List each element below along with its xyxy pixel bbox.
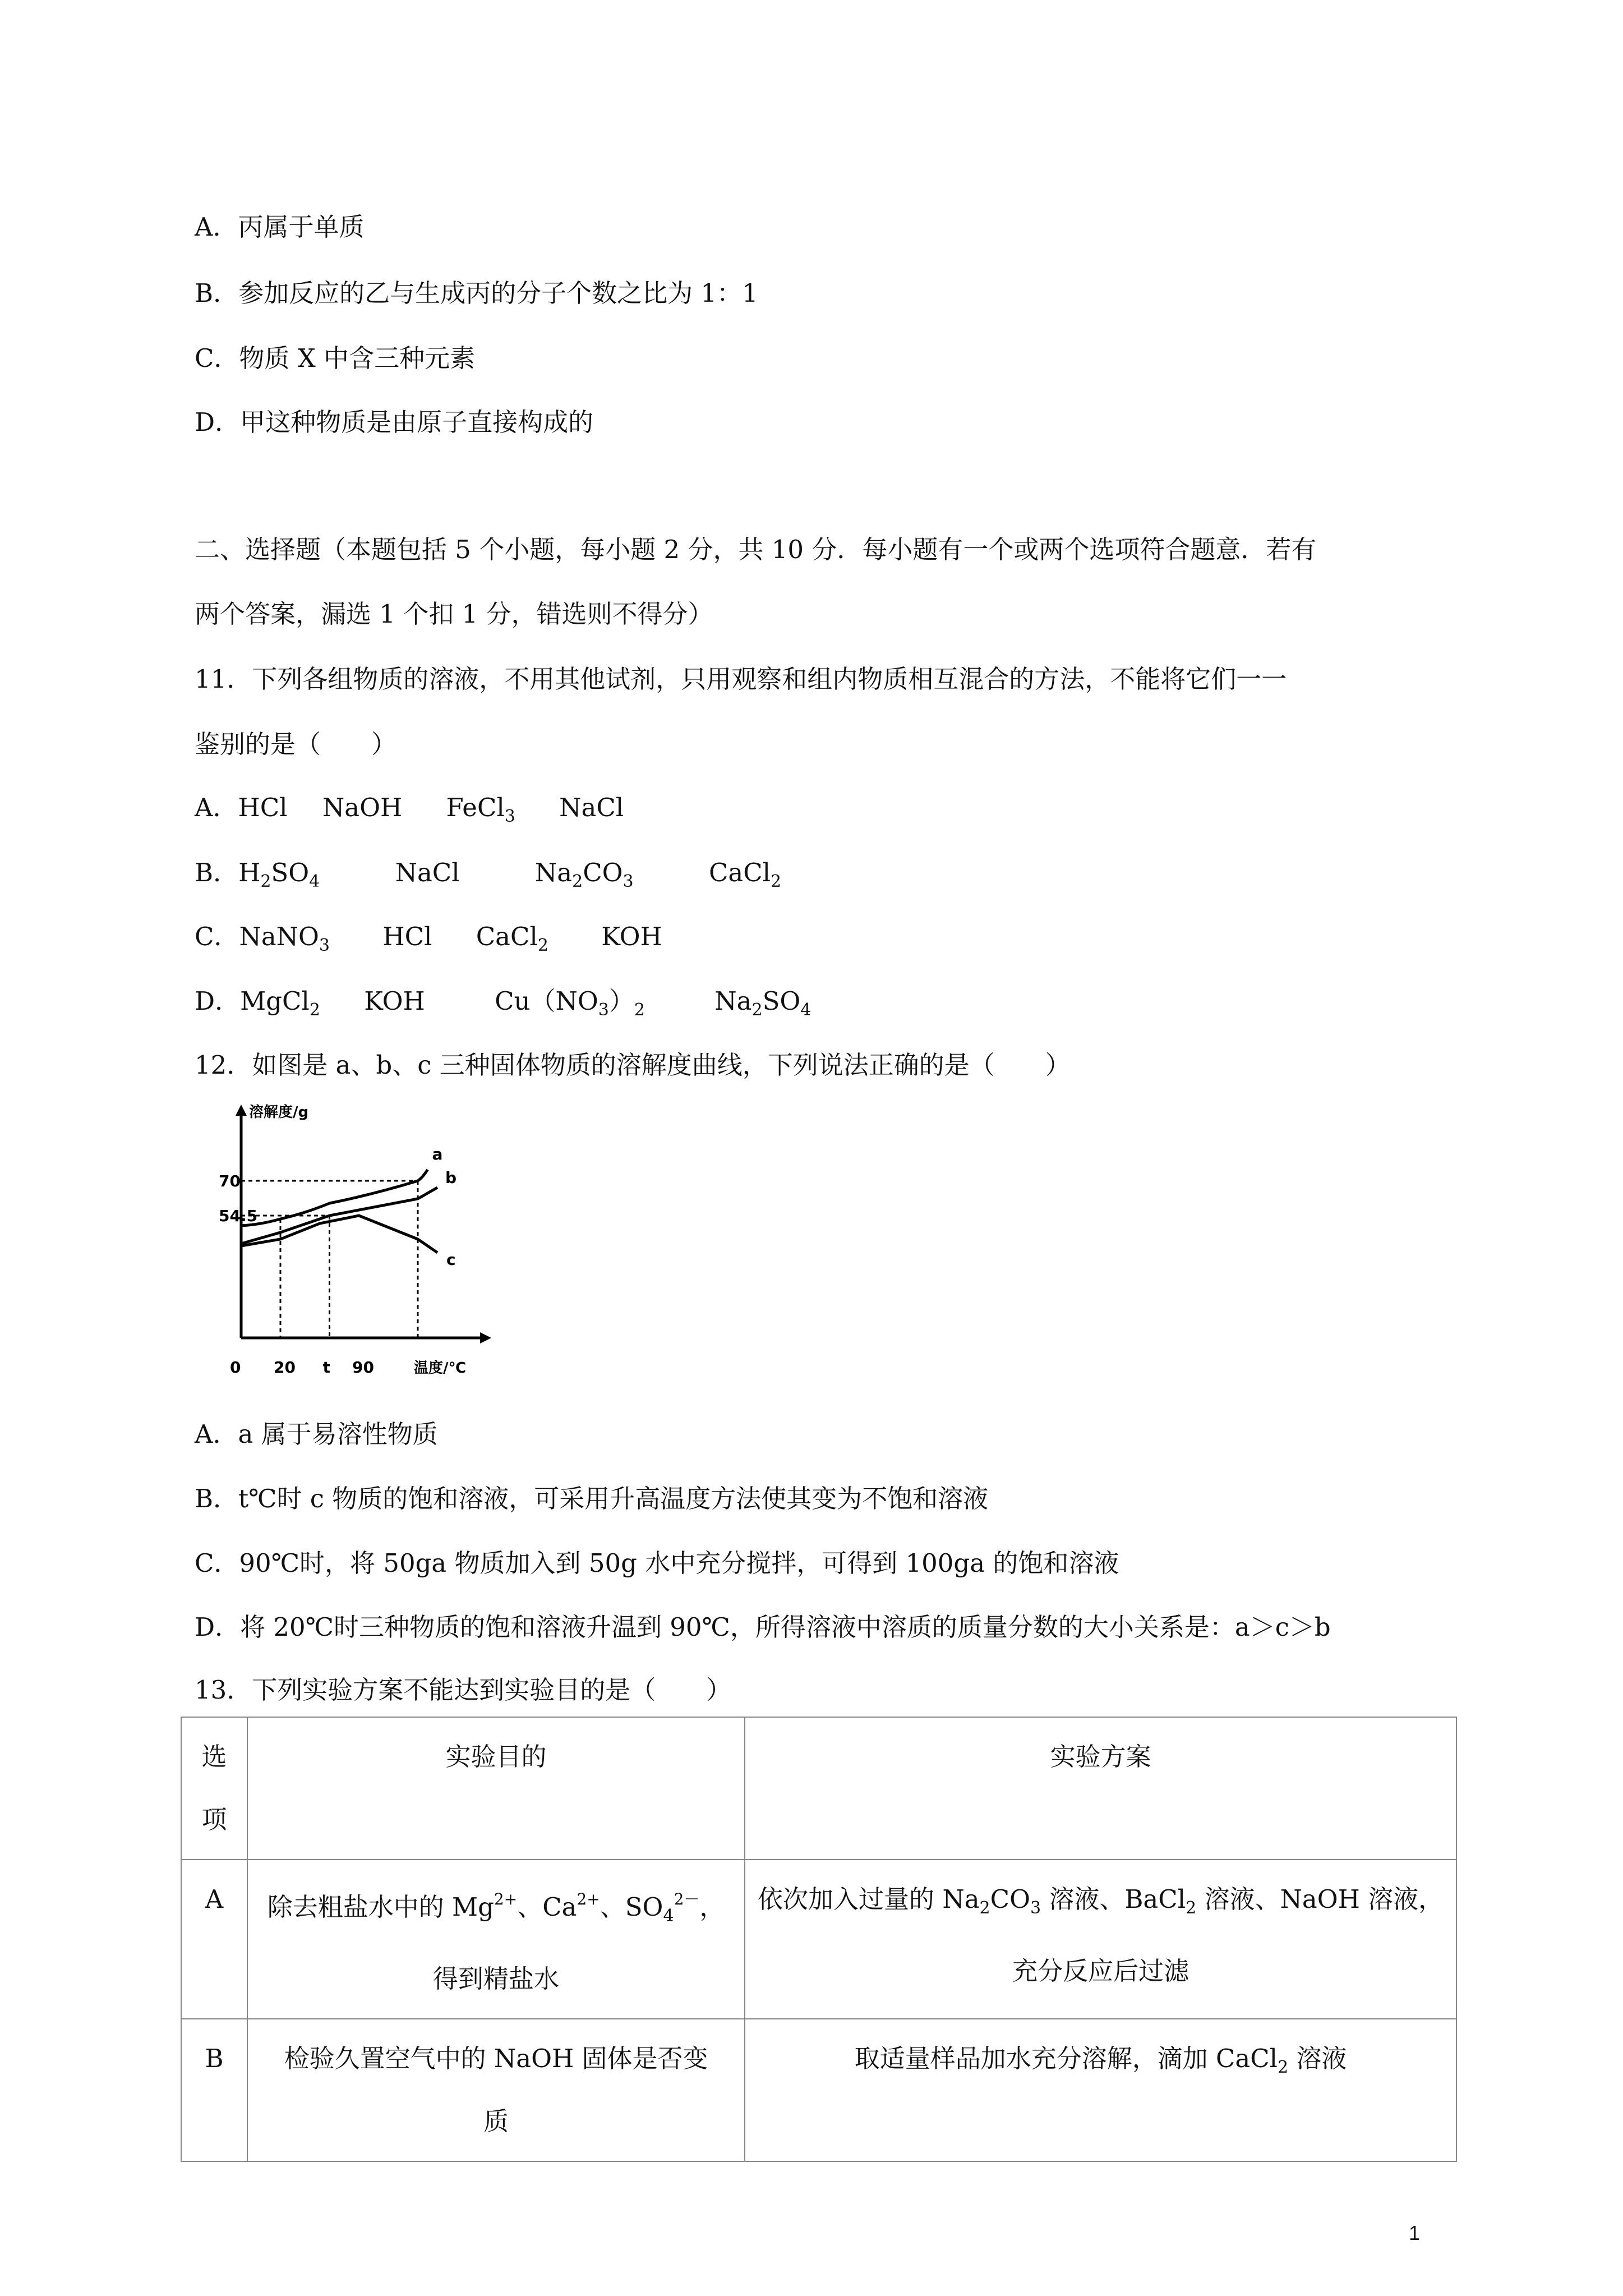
q12-option-a: A．a 属于易溶性物质 [195,1419,438,1449]
q12-stem: 12．如图是 a、b、c 三种固体物质的溶解度曲线，下列说法正确的是（ ） [195,1050,1071,1080]
x-tick-label: 20 [274,1358,296,1377]
q11-option-a [195,791,624,834]
header-option: 选 项 [181,1717,247,1860]
x-tick-label: 90 [352,1358,374,1377]
formula-hcl: HCl [382,922,432,951]
table-header-row [181,1717,1456,1860]
row-a-option: A [181,1860,247,2019]
section2-heading-line2: 两个答案，漏选 1 个扣 1 分，错选则不得分） [195,599,713,629]
formula-nacl: NaCl [559,793,624,822]
table-row [181,2019,1456,2161]
q10-option-b: B．参加反应的乙与生成丙的分子个数之比为 1：1 [195,278,758,308]
row-b-option: B [181,2019,247,2161]
formula-koh: KOH [601,922,662,951]
q12-option-c: C．90℃时，将 50ga 物质加入到 50g 水中充分搅拌，可得到 100ga 的饱和溶液 [195,1548,1119,1578]
formula-cu-no3-2: $Cu(NO_3)_2$ [495,986,645,1020]
formula-na2co3: $Na_2CO_3$ [534,858,634,891]
formula-mgcl2: MgCl$_2$ [240,986,320,1020]
row-a-purpose: 除去粗盐水中的 $Mg^{2+}$、$Ca^{2+}$、$SO_4^{2-}$， 得到精盐水 [247,1860,745,2019]
q11-stem-line2: 鉴别的是（ ） [195,729,397,759]
q10-option-c: C．物质 X 中含三种元素 [195,343,476,373]
q11-option-d: D．MgCl$_2$ KOH $Cu(NO_3)_2$ $Na_2SO_4$ [195,986,811,1020]
y-tick-label: 70 [219,1172,241,1190]
q10-option-d: D．甲这种物质是由原子直接构成的 [195,407,594,437]
x-tick-label: 0 [230,1358,241,1377]
y-axis-arrow [236,1105,247,1116]
series-label-a: a [432,1145,443,1163]
q13-stem: 13．下列实验方案不能达到实验目的是（ ） [195,1675,732,1705]
formula-h2so4: $H_2SO_4$ [238,858,320,891]
experiment-table [181,1717,1457,2162]
header-purpose: 实验目的 [247,1717,745,1860]
option-label: A． [195,793,238,822]
formula-nano3: NaNO$_3$ [239,922,330,955]
series-label-c: c [446,1250,456,1269]
formula-fecl3: FeCl$_3$ [446,793,515,826]
curve-a [241,1170,428,1226]
q10-option-a: A．丙属于单质 [195,212,365,242]
x-axis-arrow [480,1332,491,1343]
row-b-plan: 取适量样品加水充分溶解，滴加 CaCl$_2$ 溶液 [745,2019,1456,2161]
header-plan: 实验方案 [745,1717,1456,1860]
x-axis-label: 温度/℃ [414,1360,466,1377]
row-a-plan: 依次加入过量的 $Na_2CO_3$ 溶液、BaCl$_2$ 溶液、NaOH 溶液， 充分反应后过滤 [745,1860,1456,2019]
formula-nacl: NaCl [395,858,460,887]
series-label-b: b [445,1168,457,1187]
formula-cacl2: CaCl$_2$ [708,858,782,891]
formula-cacl2: CaCl$_2$ [476,922,548,955]
q12-option-d: D．将 20℃时三种物质的饱和溶液升温到 90℃，所得溶液中溶质的质量分数的大小关系是：a＞c＞b [195,1612,1331,1642]
y-tick-label: 54.5 [219,1207,258,1225]
section2-heading-line1: 二、选择题（本题包括 5 个小题，每小题 2 分，共 10 分．每小题有一个或两个选项符合题意．若有 [195,535,1317,564]
q11-option-b: B．$H_2SO_4$ NaCl $Na_2CO_3$ CaCl$_2$ [195,858,782,891]
q12-option-b: B．t℃时 c 物质的饱和溶液，可采用升高温度方法使其变为不饱和溶液 [195,1484,989,1513]
q11-option-c: C．NaNO$_3$ HCl CaCl$_2$ KOH [195,922,662,955]
table-row [181,1860,1456,2019]
solubility-curve-chart [219,1097,516,1377]
x-tick-label: t [322,1358,330,1377]
formula-na2so4: $Na_2SO_4$ [714,986,811,1020]
row-b-purpose: 检验久置空气中的 NaOH 固体是否变 质 [247,2019,745,2161]
formula-hcl: HCl [238,793,288,822]
formula-naoh: NaOH [322,793,403,822]
y-axis-label: 溶解度/g [249,1104,309,1121]
page-number: 1 [1409,2221,1421,2244]
formula-koh: KOH [364,986,425,1016]
q11-stem-line1: 11．下列各组物质的溶液，不用其他试剂，只用观察和组内物质相互混合的方法，不能将它们一一 [195,664,1287,694]
